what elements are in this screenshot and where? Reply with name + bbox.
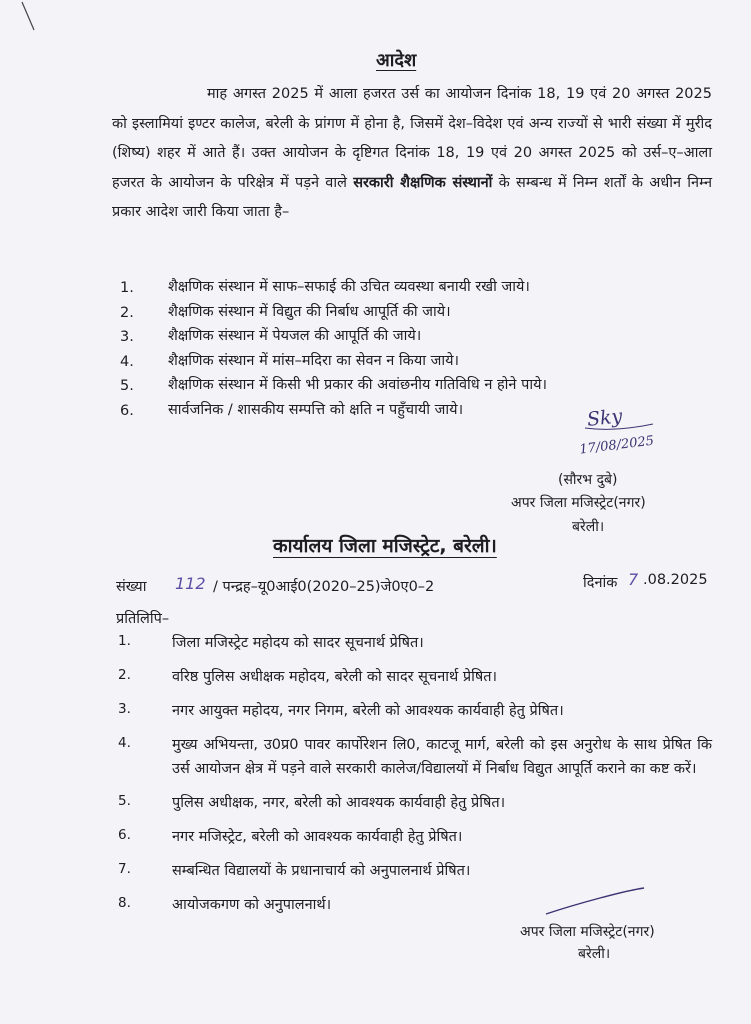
order-title: आदेश [376,50,417,71]
list-item-number: 4. [118,735,131,751]
signatory-name: (सौरभ दुबे) [558,472,618,488]
list-item-number: 1. [120,280,134,296]
copy-to-list [118,631,718,927]
list-item-number: 6. [120,402,134,419]
reference-suffix: / पन्द्रह–यू0आई0(2020–25)जे0ए0–2 [213,579,435,595]
list-item [110,301,670,326]
date-rest: .08.2025 [643,572,708,588]
list-item [118,825,718,849]
list-item-number: 8. [118,895,131,911]
order-paragraph-bold: सरकारी शैक्षणिक संस्थानों [353,174,493,191]
signature-initials: Sky [585,405,624,431]
list-item-number: 6. [118,827,131,843]
list-item-number: 5. [120,378,134,394]
date-handwritten-day: 7 [628,570,639,589]
reference-handwritten-number: 112 [175,574,206,593]
list-item-text: शैक्षणिक संस्थान में किसी भी प्रकार की अवांछनीय गतिविधि न होने पाये। [168,377,547,393]
list-item [118,699,718,723]
list-item [110,374,670,399]
list-item [118,859,718,883]
list-item-text: मुख्य अभियन्ता, उ0प्र0 पावर कार्पोरेशन लि0, काटजू मार्ग, बरेली को इस अनुरोध के साथ प्रेषित कि उर्स आयोजन क्षेत्र में पड़ने वाले सरकारी कालेज/विद्यालयों में निर्बाध विद्युत आपूर्ति कराने का कष्ट करें। [172,737,712,777]
list-item-number: 3. [120,329,134,345]
list-item-text: शैक्षणिक संस्थान में साफ–सफाई की उचित व्यवस्था बनायी रखी जाये। [168,279,530,295]
signatory-place: बरेली। [572,519,605,535]
list-item-number: 1. [118,633,131,649]
signatory-designation: अपर जिला मजिस्ट्रेट(नगर) [511,495,646,511]
list-item-text: शैक्षणिक संस्थान में विद्युत की निर्बाध आपूर्ति की जाये। [168,303,451,320]
list-item-text: शैक्षणिक संस्थान में पेयजल की आपूर्ति की जाये। [168,328,422,344]
list-item-number: 3. [118,701,131,717]
list-item-number: 4. [120,353,134,370]
list-item [110,350,670,375]
date-label: दिनांक [583,575,618,591]
list-item-text: सम्बन्धित विद्यालयों के प्रधानाचार्य को अनुपालनार्थ प्रेषित। [172,863,471,879]
list-item [118,665,718,689]
list-item-text: नगर आयुक्त महोदय, नगर निगम, बरेली को आवश्यक कार्यवाही हेतु प्रेषित। [172,703,564,719]
copy-to-heading: प्रतिलिपि– [116,611,170,627]
list-item [110,325,670,350]
list-item-text: सार्वजनिक / शासकीय सम्पत्ति को क्षति न पहुँचायी जाये। [168,401,464,418]
list-item-text: वरिष्ठ पुलिस अधीक्षक महोदय, बरेली को सादर सूचनार्थ प्रेषित। [172,669,498,685]
reference-label: संख्या [116,579,147,595]
list-item-text: जिला मजिस्ट्रेट महोदय को सादर सूचनार्थ प्रेषित। [172,635,424,651]
handwritten-signature [565,398,695,468]
list-item-text: नगर मजिस्ट्रेट, बरेली को आवश्यक कार्यवाही हेतु प्रेषित। [172,829,463,845]
corner-pen-mark [0,0,40,40]
closing-signature-stroke [540,884,650,924]
order-paragraph-post: के सम्बन्ध में निम्न शर्तों के अधीन निम्न प्रकार आदेश जारी किया जाता है– [112,174,713,220]
list-item [118,733,718,781]
list-item [110,276,670,301]
list-item [118,631,718,655]
list-item-number: 2. [120,304,134,321]
list-item-text: पुलिस अधीक्षक, नगर, बरेली को आवश्यक कार्यवाही हेतु प्रेषित। [172,795,506,811]
list-item-text: आयोजकगण को अनुपालनार्थ। [172,897,332,913]
office-heading: कार्यालय जिला मजिस्ट्रेट, बरेली। [273,535,497,557]
order-paragraph [112,80,712,228]
order-paragraph-pre: माह अगस्त 2025 में आला हजरत उर्स का आयोजन दिनांक 18, 19 एवं 20 अगस्त 2025 को इस्लामियां इण्टर कालेज, बरेली के प्रांगण में होना है, जिसमें देश–विदेश एवं अन्य राज्यों से भारी संख्या में मुरीद (शिष्य) शहर में आते हैं। उक्त आयोजन के दृष्टिगत दिनांक 18, 19 एवं 20 अगस्त 2025 को उर्स–ए–आला हजरत के आयोजन के परिक्षेत्र में पड़ने वाले [112,86,712,191]
list-item-text: शैक्षणिक संस्थान में मांस–मदिरा का सेवन न किया जाये। [168,352,460,369]
signature-date: 17/08/2025 [578,433,655,458]
list-item-number: 2. [118,667,131,683]
list-item-number: 7. [118,861,131,877]
closing-designation: अपर जिला मजिस्ट्रेट(नगर) [520,924,655,940]
list-item-number: 5. [118,793,131,809]
closing-place: बरेली। [578,946,611,962]
list-item [118,791,718,815]
